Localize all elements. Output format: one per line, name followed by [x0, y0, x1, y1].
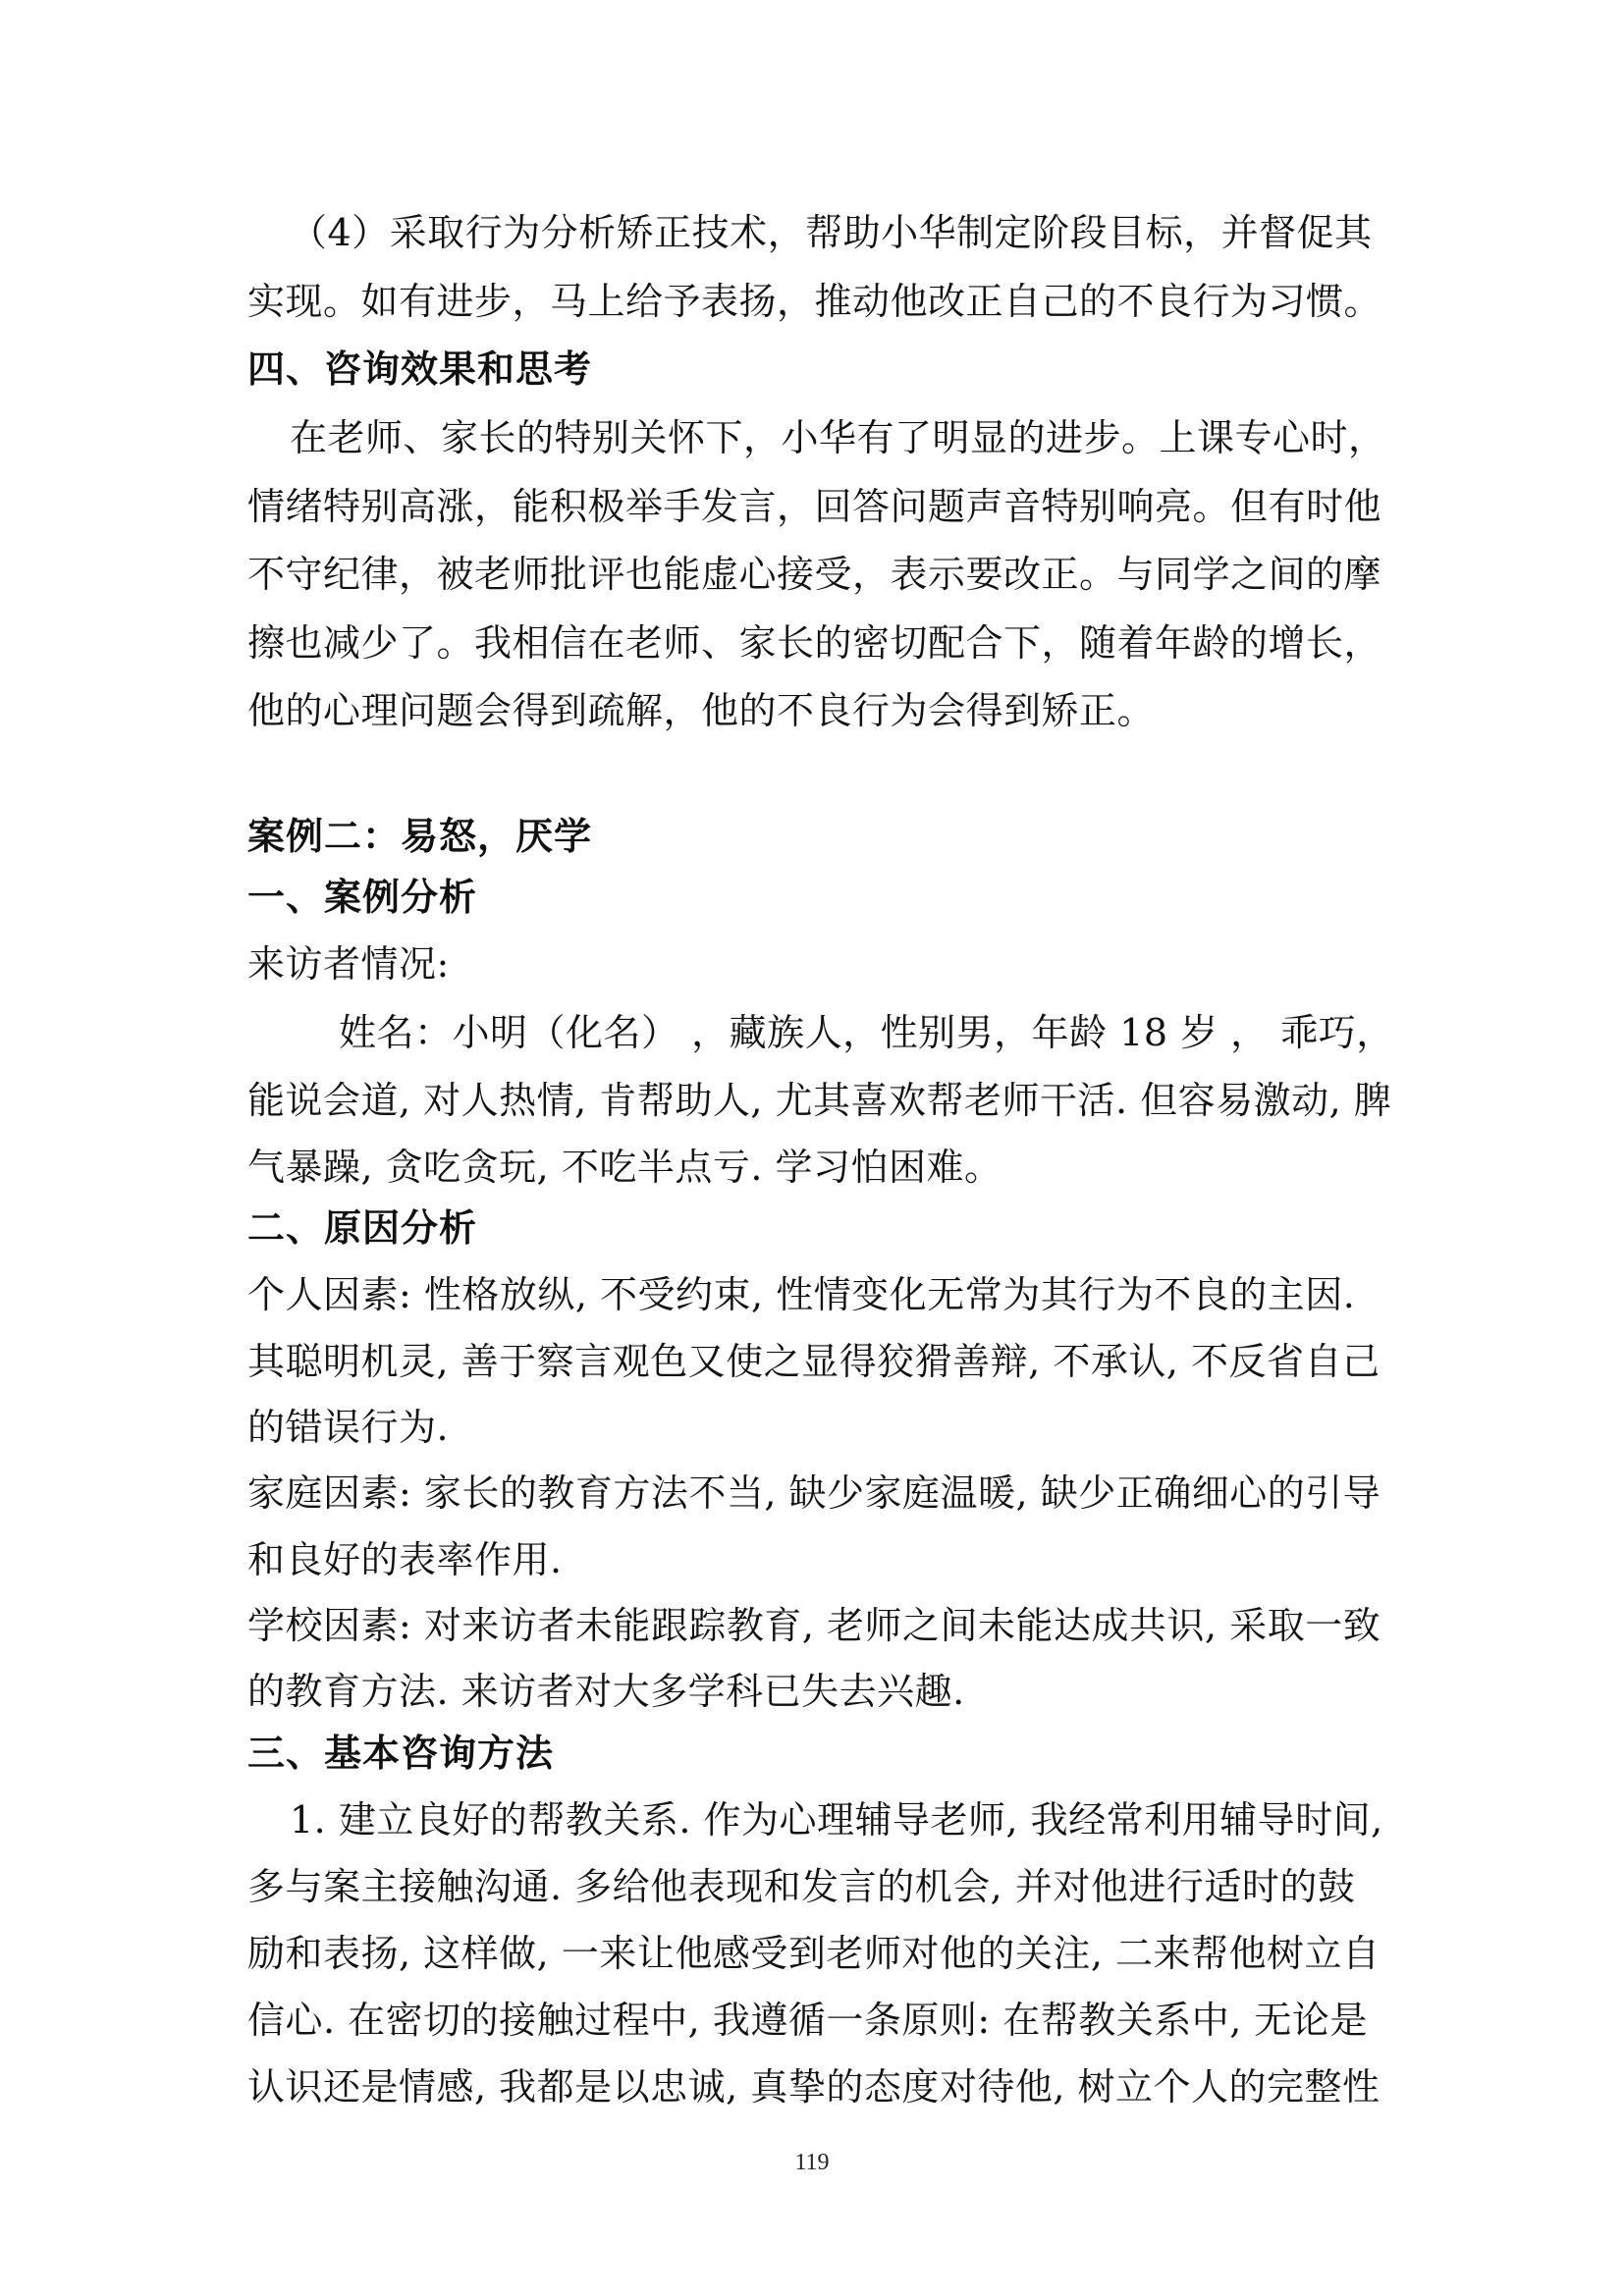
heading-cause-analysis: 二、原因分析 — [247, 1206, 478, 1250]
visitor-info-line: 气暴躁, 贪吃贪玩, 不吃半点亏. 学习怕困难。 — [247, 1146, 1002, 1189]
method-line: 1. 建立良好的帮教关系. 作为心理辅导老师, 我经常利用辅导时间, — [290, 1798, 1383, 1842]
page-number: 119 — [794, 2150, 830, 2175]
heading-effect-and-reflection: 四、咨询效果和思考 — [247, 347, 593, 391]
heading-case-analysis: 一、案例分析 — [247, 876, 478, 919]
item4-line1: （4）采取行为分析矫正技术，帮助小华制定阶段目标，并督促其 — [290, 211, 1373, 254]
method-line: 认识还是情感, 我都是以忠诚, 真挚的态度对待他, 树立个人的完整性 — [247, 2065, 1380, 2109]
method-line: 励和表扬, 这样做, 一来让他感受到老师对他的关注, 二来帮他树立自 — [247, 1932, 1380, 1975]
effect-paragraph-line: 在老师、家长的特别关怀下，小华有了明显的进步。上课专心时， — [290, 416, 1386, 459]
effect-paragraph-line: 不守纪律，被老师批评也能虚心接受，表示要改正。与同学之间的摩 — [247, 553, 1382, 596]
cause-line: 学校因素: 对来访者未能跟踪教育, 老师之间未能达成共识, 采取一致 — [247, 1604, 1381, 1647]
cause-line: 的错误行为. — [247, 1406, 450, 1449]
method-line: 多与案主接触沟通. 多给他表现和发言的机会, 并对他进行适时的鼓 — [247, 1865, 1356, 1908]
effect-paragraph-line: 情绪特别高涨，能积极举手发言，回答问题声音特别响亮。但有时他 — [247, 485, 1382, 528]
item4-line2: 实现。如有进步，马上给予表扬，推动他改正自己的不良行为习惯。 — [247, 280, 1382, 323]
cause-line: 的教育方法. 来访者对大多学科已失去兴趣. — [247, 1670, 965, 1713]
case2-title: 案例二：易怒，厌学 — [247, 815, 593, 858]
cause-line: 和良好的表率作用. — [247, 1538, 563, 1581]
heading-basic-methods: 三、基本咨询方法 — [247, 1732, 555, 1775]
cause-line: 家庭因素: 家长的教育方法不当, 缺少家庭温暖, 缺少正确细心的引导 — [247, 1471, 1381, 1515]
visitor-label: 来访者情况: — [247, 942, 450, 986]
method-line: 信心. 在密切的接触过程中, 我遵循一条原则: 在帮教关系中, 无论是 — [247, 1999, 1368, 2042]
visitor-info-line: 能说会道, 对人热情, 肯帮助人, 尤其喜欢帮老师干活. 但容易激动, 脾 — [247, 1079, 1392, 1122]
effect-paragraph-line: 擦也减少了。我相信在老师、家长的密切配合下，随着年龄的增长， — [247, 621, 1382, 665]
visitor-info-line: 姓名：小明（化名） ，藏族人，性别男，年龄 18 岁 ， 乖巧， — [339, 1011, 1394, 1054]
cause-line: 其聪明机灵, 善于察言观色又使之显得狡猾善辩, 不承认, 不反省自己 — [247, 1340, 1380, 1383]
effect-paragraph-line: 他的心理问题会得到疏解，他的不良行为会得到矫正。 — [247, 689, 1156, 732]
cause-line: 个人因素: 性格放纵, 不受约束, 性情变化无常为其行为不良的主因. — [247, 1273, 1356, 1316]
